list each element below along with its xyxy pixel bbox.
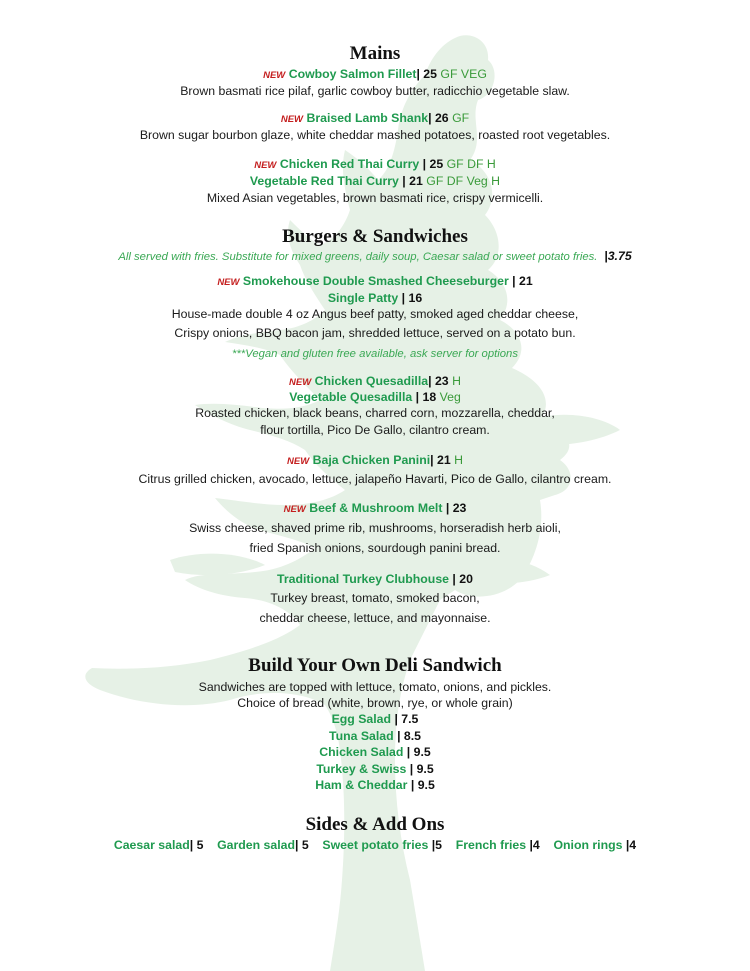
item-price: | 8.5	[393, 729, 422, 743]
note-price: |3.75	[604, 249, 632, 263]
menu-item-title	[0, 273, 750, 291]
item-name: Baja Chicken Panini	[312, 453, 431, 467]
item-name: Single Patty	[327, 291, 399, 305]
item-price: | 9.5	[406, 762, 434, 776]
deli-description: Sandwiches are topped with lettuce, tomato, onions, and pickles.	[198, 680, 552, 694]
item-description: Swiss cheese, shaved prime rib, mushrooms, horseradish herb aioli,	[189, 521, 561, 535]
side-name: Garden salad	[217, 838, 296, 852]
item-price: | 21	[508, 274, 533, 288]
item-name: Turkey & Swiss	[316, 762, 407, 776]
item-description: Citrus grilled chicken, avocado, lettuce, jalapeño Havarti, Pico de Gallo, cilantro cream.	[138, 472, 612, 486]
item-name: Smokehouse Double Smashed Cheeseburger	[242, 274, 509, 288]
menu-item-title	[0, 500, 750, 518]
item-description: cheddar cheese, lettuce, and mayonnaise.	[259, 611, 491, 625]
item-description: Brown sugar bourbon glaze, white cheddar mashed potatoes, roasted root vegetables.	[139, 128, 611, 142]
item-name: Vegetable Quesadilla	[289, 390, 413, 404]
new-badge: NEW	[287, 456, 310, 467]
item-tags: GF DF H	[446, 157, 496, 171]
item-name: Cowboy Salmon Fillet	[288, 67, 417, 81]
item-name: Tuna Salad	[328, 729, 394, 743]
new-badge: NEW	[263, 70, 286, 81]
menu-item-title	[0, 389, 750, 405]
item-description: Crispy onions, BBQ bacon jam, shredded lettuce, served on a potato bun.	[174, 326, 576, 340]
item-name: Chicken Red Thai Curry	[279, 157, 420, 171]
note-text: All served with fries. Substitute for mixed greens, daily soup, Caesar salad or sweet potato fries.	[118, 251, 598, 263]
side-price: |4	[526, 838, 540, 852]
deli-item	[0, 728, 750, 744]
new-badge: NEW	[254, 160, 277, 171]
side-name: Caesar salad	[113, 838, 190, 852]
menu-item-title	[0, 571, 750, 587]
menu-item-title	[0, 173, 750, 189]
deli-heading: Build Your Own Deli Sandwich	[248, 655, 502, 676]
item-price: | 25	[419, 157, 444, 171]
deli-item	[0, 761, 750, 777]
mains-heading: Mains	[349, 43, 401, 64]
item-price: | 9.5	[407, 778, 435, 792]
item-tags: H	[454, 453, 463, 467]
item-price: | 7.5	[391, 712, 419, 726]
item-name: Egg Salad	[331, 712, 392, 726]
item-price: | 18	[412, 390, 437, 404]
item-description: flour tortilla, Pico De Gallo, cilantro cream.	[260, 423, 490, 437]
sides-heading: Sides & Add Ons	[305, 814, 445, 835]
new-badge: NEW	[289, 377, 312, 388]
side-name: Sweet potato fries	[322, 838, 429, 852]
vegan-note-text: ***Vegan and gluten free available, ask server for options	[232, 348, 518, 360]
deli-item	[0, 711, 750, 727]
side-name: Onion rings	[553, 838, 623, 852]
item-name: Traditional Turkey Clubhouse	[277, 572, 449, 586]
item-description: fried Spanish onions, sourdough panini bread.	[249, 541, 501, 555]
deli-item	[0, 744, 750, 760]
side-price: | 5	[189, 838, 204, 852]
menu-item-title	[0, 290, 750, 306]
item-description: Mixed Asian vegetables, brown basmati rice, crispy vermicelli.	[206, 191, 544, 205]
item-tags: GF	[452, 111, 470, 125]
item-tags: GF VEG	[440, 67, 487, 81]
item-name: Braised Lamb Shank	[306, 111, 429, 125]
deli-description: Choice of bread (white, brown, rye, or whole grain)	[237, 696, 513, 710]
item-price: | 20	[449, 572, 473, 586]
new-badge: NEW	[217, 277, 240, 288]
side-price: |5	[428, 838, 443, 852]
side-price: |4	[622, 838, 637, 852]
side-price: | 5	[295, 838, 309, 852]
new-badge: NEW	[283, 504, 306, 515]
item-tags: GF DF Veg H	[426, 174, 501, 188]
item-description: House-made double 4 oz Angus beef patty, smoked aged cheddar cheese,	[171, 307, 579, 321]
sides-list	[0, 837, 750, 853]
item-price: | 25	[416, 67, 437, 81]
item-price: | 26	[428, 111, 449, 125]
new-badge: NEW	[280, 114, 304, 125]
section-note	[0, 248, 750, 265]
item-tags: Veg	[439, 390, 461, 404]
vegan-note	[0, 345, 750, 362]
item-price: | 21	[430, 453, 451, 467]
item-name: Chicken Quesadilla	[314, 374, 429, 388]
item-name: Beef & Mushroom Melt	[309, 501, 443, 515]
deli-item	[0, 777, 750, 793]
item-price: | 23	[442, 501, 467, 515]
item-name: Vegetable Red Thai Curry	[249, 174, 399, 188]
menu-item-title	[0, 156, 750, 174]
item-tags: H	[452, 374, 461, 388]
item-price: | 21	[398, 174, 423, 188]
item-price: | 23	[428, 374, 449, 388]
menu-item-title	[0, 452, 750, 470]
burgers-heading: Burgers & Sandwiches	[282, 226, 468, 247]
item-description: Turkey breast, tomato, smoked bacon,	[270, 591, 480, 605]
menu-item-title	[0, 110, 750, 128]
side-name: French fries	[455, 838, 527, 852]
item-name: Ham & Cheddar	[315, 778, 408, 792]
menu-item-title	[0, 66, 750, 84]
item-price: | 9.5	[403, 745, 431, 759]
item-price: | 16	[398, 291, 423, 305]
item-description: Brown basmati rice pilaf, garlic cowboy butter, radicchio vegetable slaw.	[180, 84, 570, 98]
item-name: Chicken Salad	[319, 745, 404, 759]
item-description: Roasted chicken, black beans, charred corn, mozzarella, cheddar,	[195, 406, 555, 420]
